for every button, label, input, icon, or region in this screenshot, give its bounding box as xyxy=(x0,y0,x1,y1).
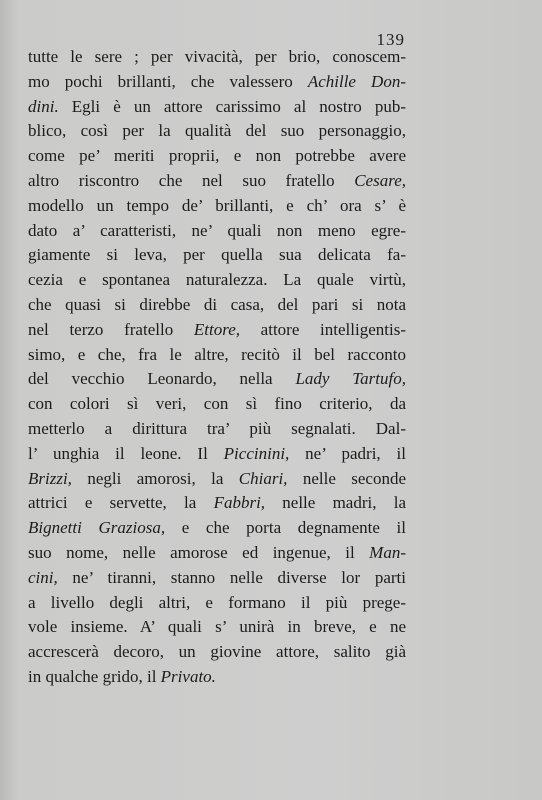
line-text: tutte le sere ; per vivacità, per brio, conoscem- xyxy=(28,47,406,66)
text-line xyxy=(28,243,406,268)
italic-name-text: Cesare, xyxy=(354,170,406,190)
line-text: dato a’ caratteristi, ne’ quali non meno egre- xyxy=(28,220,406,240)
line-text: l’ unghia il leone. Il xyxy=(28,443,224,463)
line-text: vole insieme. A’ quali s’ unirà in breve, e ne xyxy=(28,617,406,637)
italic-name-text: Brizzi, xyxy=(28,468,72,488)
text-line xyxy=(28,491,406,516)
text-line xyxy=(28,293,406,318)
italic-name-text: Fabbri, xyxy=(213,493,266,513)
line-text: blico, così per la qualità del suo personaggio, xyxy=(28,121,406,141)
text-line xyxy=(28,392,406,417)
text-line xyxy=(28,566,406,591)
body-text xyxy=(28,45,406,690)
text-line xyxy=(28,343,406,368)
italic-name-text: dini. xyxy=(28,96,59,116)
line-text: nelle madri, la xyxy=(265,493,406,513)
line-text: con colori sì veri, con sì fino criterio, da xyxy=(28,394,406,414)
line-text: a livello degli altri, e formano il più prege- xyxy=(28,592,406,612)
text-line xyxy=(28,367,406,392)
line-text: ne’ padri, il xyxy=(289,443,406,463)
italic-name-text: cini, xyxy=(28,567,58,587)
text-line xyxy=(28,70,406,95)
line-text: Egli è un attore carissimo al nostro pub- xyxy=(58,96,406,116)
line-text: attore intelligentis- xyxy=(240,319,406,339)
line-text: che quasi si direbbe di casa, del pari si nota xyxy=(28,294,406,314)
line-text: accrescerà decoro, un giovine attore, salito già xyxy=(28,642,406,662)
text-line xyxy=(28,318,406,343)
italic-name-text: Privato. xyxy=(160,666,216,686)
line-text: nelle seconde xyxy=(287,468,407,488)
text-line xyxy=(28,169,406,194)
text-line xyxy=(28,467,406,492)
italic-name-text: Chiari, xyxy=(238,468,288,488)
text-line xyxy=(28,95,406,120)
line-text: nel terzo fratello xyxy=(28,319,194,339)
text-line xyxy=(28,219,406,244)
italic-name-text: Achille Don- xyxy=(307,71,406,91)
text-line xyxy=(28,665,406,690)
line-text: e che porta degnamente il xyxy=(165,518,406,538)
line-text: attrici e servette, la xyxy=(28,493,214,513)
text-line xyxy=(28,194,406,219)
text-line xyxy=(28,268,406,293)
text-line xyxy=(28,640,406,665)
line-text: simo, e che, fra le altre, recitò il bel racconto xyxy=(28,344,406,364)
text-line xyxy=(28,516,406,541)
line-text: modello un tempo de’ brillanti, e ch’ ora s’ è xyxy=(28,195,406,215)
line-text: suo nome, nelle amorose ed ingenue, il xyxy=(28,542,370,562)
page-number: 139 xyxy=(376,30,405,49)
text-line xyxy=(28,45,406,70)
text-line xyxy=(28,144,406,169)
italic-name-text: Lady Tartufo, xyxy=(295,369,406,389)
text-line xyxy=(28,541,406,566)
text-line xyxy=(28,442,406,467)
text-line xyxy=(28,119,406,144)
text-line xyxy=(28,591,406,616)
italic-name-text: Ettore, xyxy=(193,319,240,339)
line-text: cezia e spontanea naturalezza. La quale virtù, xyxy=(28,270,406,290)
text-line xyxy=(28,615,406,640)
line-text: giamente si leva, per quella sua delicata fa- xyxy=(28,245,406,265)
italic-name-text: Piccinini, xyxy=(223,443,290,463)
line-text: metterlo a dirittura tra’ più segnalati. Dal- xyxy=(28,418,406,438)
line-text: come pe’ meriti proprii, e non potrebbe avere xyxy=(28,146,406,166)
line-text: in qualche grido, il xyxy=(28,666,161,686)
line-text: altro riscontro che nel suo fratello xyxy=(28,170,355,190)
line-text: del vecchio Leonardo, nella xyxy=(28,369,296,389)
line-text: mo pochi brillanti, che valessero xyxy=(28,71,308,91)
italic-name-text: Man- xyxy=(369,542,406,562)
text-line xyxy=(28,417,406,442)
italic-name-text: Bignetti Graziosa, xyxy=(28,518,166,538)
line-text: negli amorosi, la xyxy=(71,468,239,488)
line-text: ne’ tiranni, stanno nelle diverse lor parti xyxy=(57,567,406,587)
